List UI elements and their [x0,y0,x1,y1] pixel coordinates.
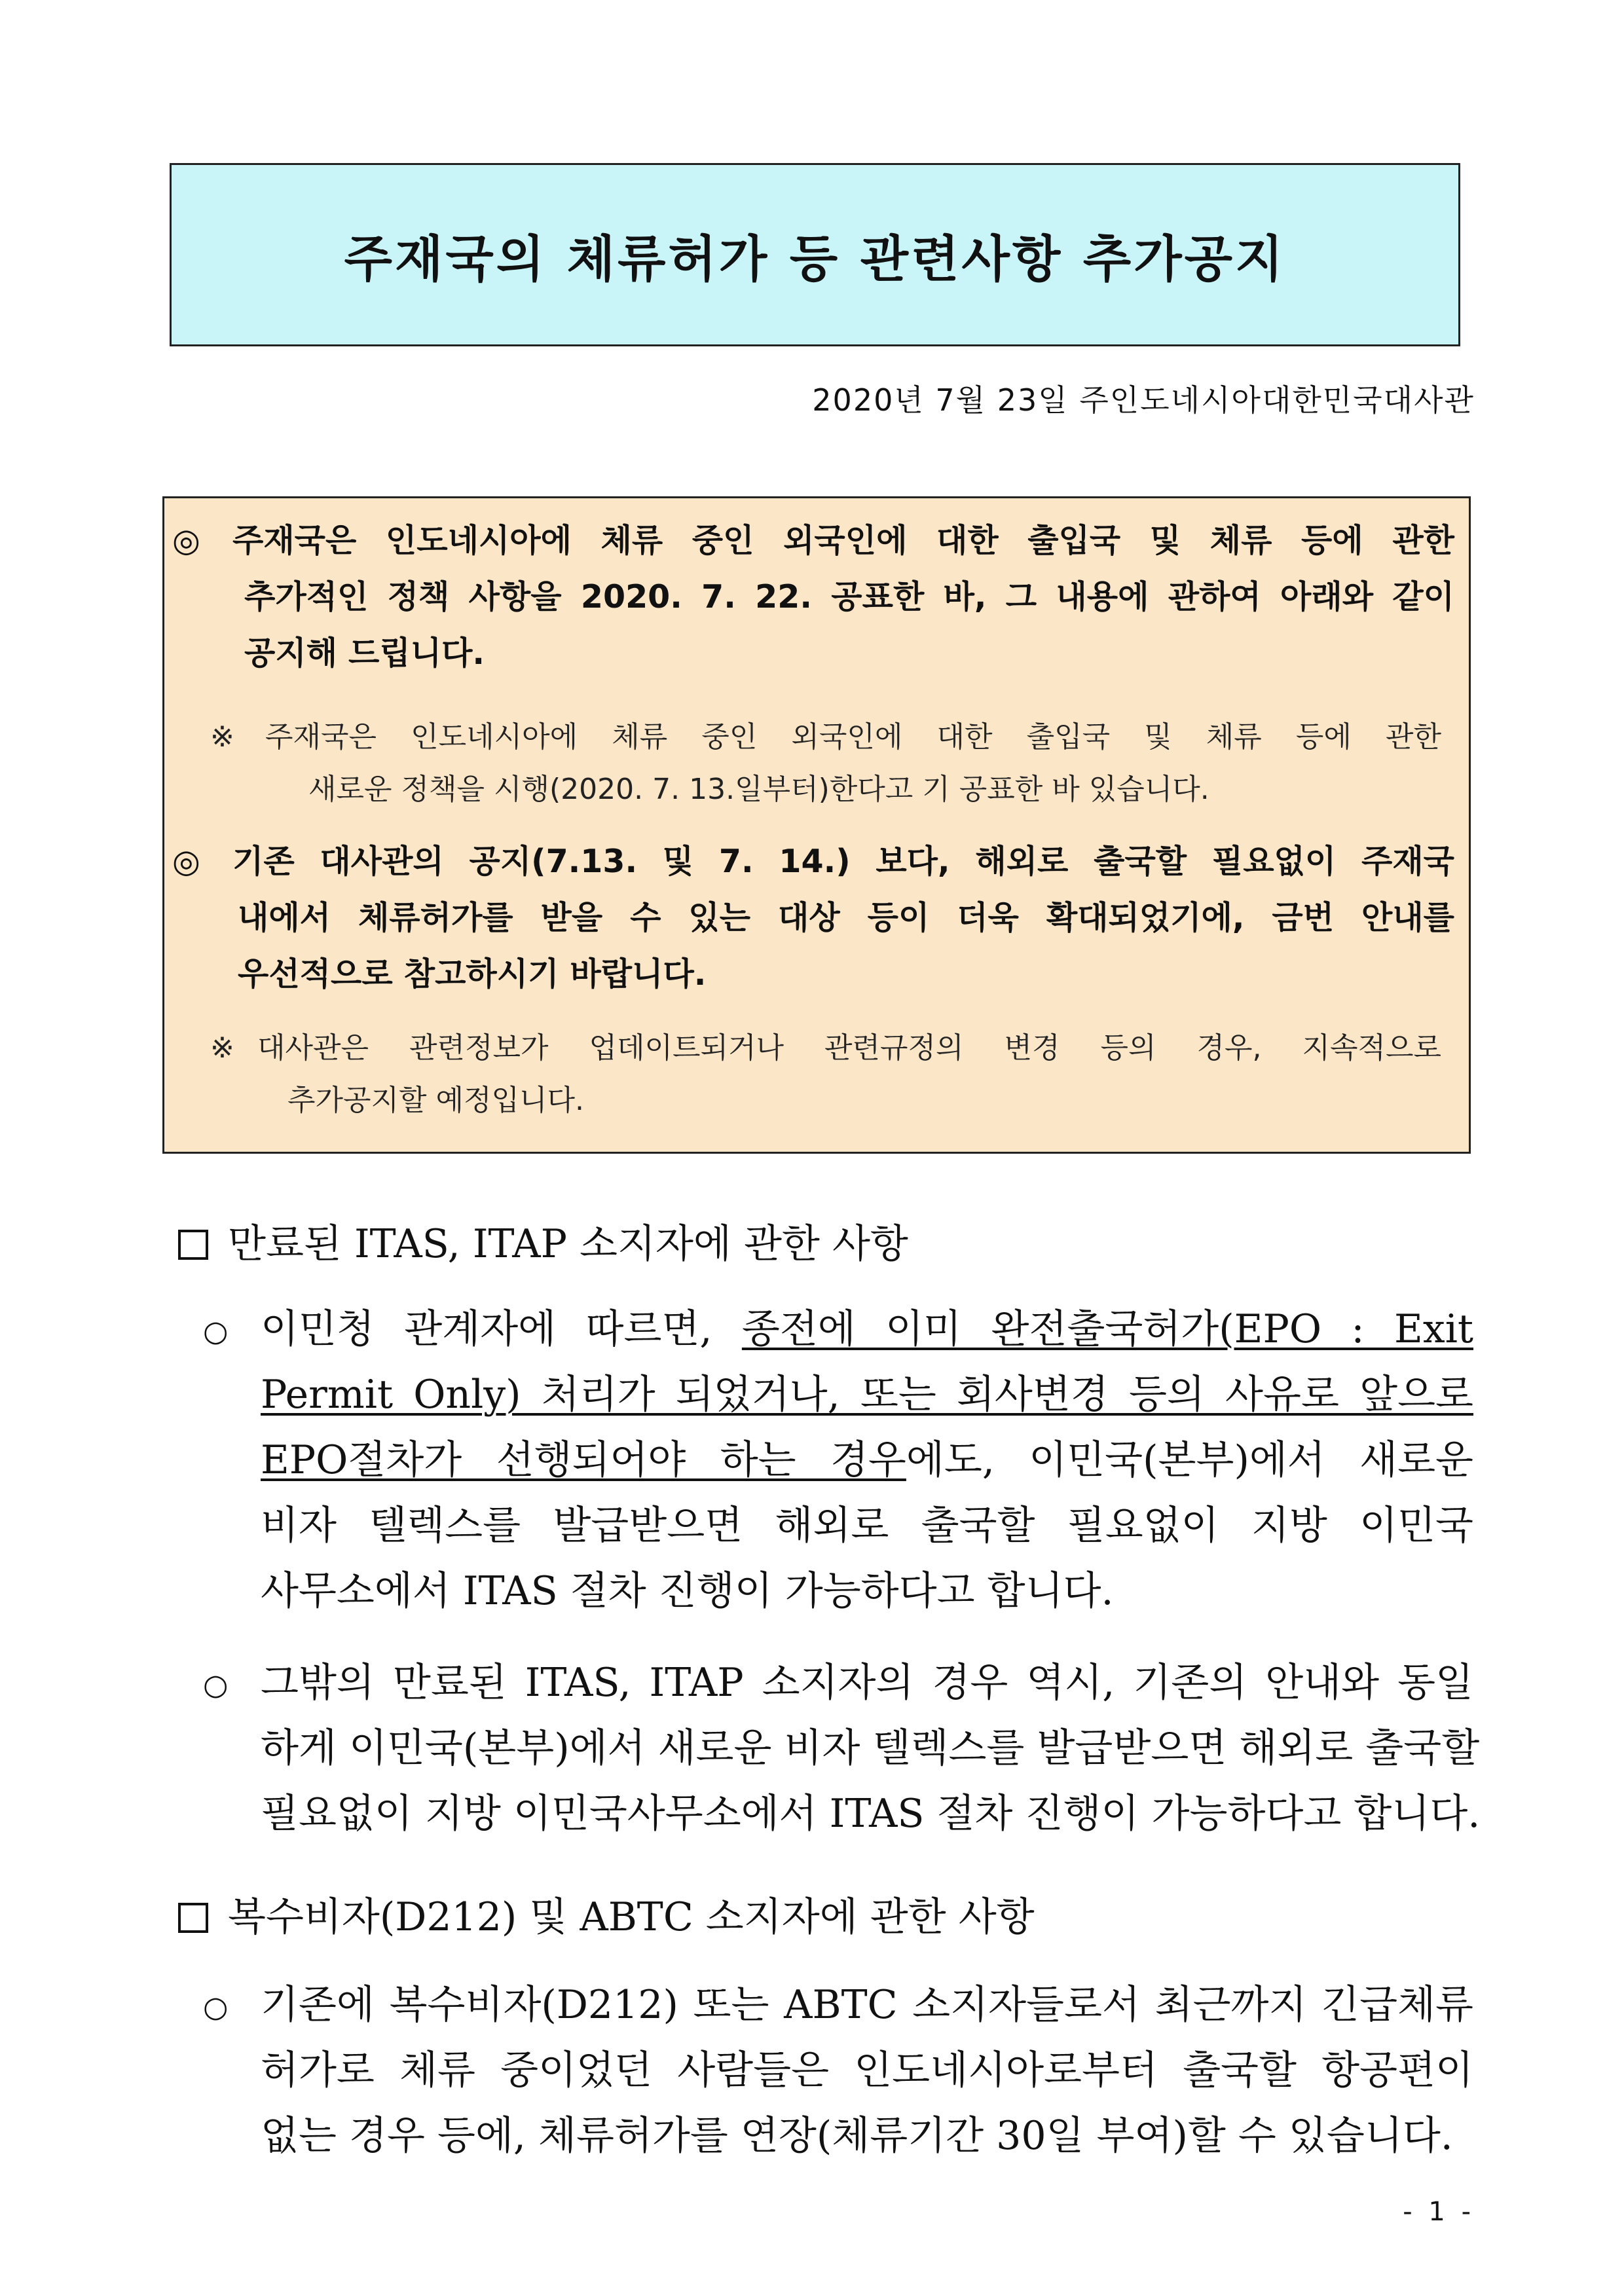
underlined-text: 종전에 이미 완전출국허가(EPO : Exit [741,1306,1473,1352]
notice-n1-line: 주재국은 인도네시아에 체류 중인 외국인에 대한 출입국 및 체류 등에 관한 [265,720,1441,754]
bullet-circle: ○ [203,1315,229,1348]
double-circle-mark: ◎ [172,522,200,559]
notice-n2-line: 추가공지할 예정입니다. [287,1084,585,1117]
dateline: 2020년 7월 23일 주인도네시아대한민국대사관 [812,382,1475,418]
underlined-text: Permit Only) 처리가 되었거나, 또는 회사변경 등의 사유로 앞으로 [261,1372,1473,1418]
bullet-line: 허가로 체류 중이었던 사람들은 인도네시아로부터 출국할 항공편이 [261,2047,1473,2093]
section-heading-text: 복수비자(D212) 및 ABTC 소지자에 관한 사항 [228,1894,1035,1940]
notice-paragraph-2 [172,834,1454,1002]
bullet-item [203,1650,1481,1846]
notice-p1-line: 공지해 드립니다. [244,634,485,672]
double-circle-mark: ◎ [172,843,200,880]
checkbox-square-icon [178,1903,208,1933]
bullet-line: 없는 경우 등에, 체류허가를 연장(체류기간 30일 부여)할 수 있습니다. [261,2113,1453,2159]
bullet-circle: ○ [203,1668,229,1702]
notice-n2-line: 대사관은 관련정보가 업데이트되거나 관련규정의 변경 등의 경우, 지속적으로 [257,1031,1441,1065]
bullet-text: 이민청 관계자에 따르면, [261,1306,742,1352]
notice-n1-line: 새로운 정책을 시행(2020. 7. 13.일부터)한다고 기 공표한 바 있습니다. [308,773,1209,806]
bullet-line: 필요없이 지방 이민국사무소에서 ITAS 절차 진행이 가능하다고 합니다. [261,1791,1481,1837]
notice-note-1 [210,711,1441,816]
notice-box [162,496,1471,1154]
notice-p2-line: 기존 대사관의 공지(7.13. 및 7. 14.) 보다, 해외로 출국할 필요없이 주재국 [232,843,1454,880]
bullet-line [261,1427,1473,1493]
page-title: 주재국의 체류허가 등 관련사항 추가공지 [344,229,1286,288]
bullet-item [203,1296,1473,1624]
title-box [170,163,1460,346]
reference-mark: ※ [210,720,234,754]
reference-mark: ※ [210,1031,234,1065]
bullet-text: 에도, 이민국(본부)에서 새로운 [906,1437,1473,1483]
checkbox-square-icon [178,1230,208,1260]
bullet-item [203,1972,1473,2169]
page-number: - 1 - [1403,2197,1475,2227]
section-heading [178,1213,908,1269]
notice-note-2 [210,1022,1441,1127]
underlined-text: EPO절차가 선행되어야 하는 경우 [261,1437,906,1483]
notice-p1-line: 추가적인 정책 사항을 2020. 7. 22. 공표한 바, 그 내용에 관하여 아래와 같이 [244,578,1454,615]
bullet-line: 기존에 복수비자(D212) 또는 ABTC 소지자들로서 최근까지 긴급체류 [261,1982,1473,2028]
bullet-line [261,1362,1473,1427]
bullet-circle: ○ [203,1991,229,2024]
notice-p1-line: 주재국은 인도네시아에 체류 중인 외국인에 대한 출입국 및 체류 등에 관한 [232,522,1454,559]
bullet-line: 그밖의 만료된 ITAS, ITAP 소지자의 경우 역시, 기존의 안내와 동일 [261,1660,1473,1706]
bullet-line: 비자 텔렉스를 발급받으면 해외로 출국할 필요없이 지방 이민국 [261,1503,1473,1549]
notice-paragraph-1 [172,513,1454,682]
bullet-line [261,1296,1473,1362]
section-heading [178,1886,1035,1942]
section-heading-text: 만료된 ITAS, ITAP 소지자에 관한 사항 [228,1221,908,1267]
bullet-line: 사무소에서 ITAS 절차 진행이 가능하다고 합니다. [261,1568,1114,1614]
notice-p2-line: 내에서 체류허가를 받을 수 있는 대상 등이 더욱 확대되었기에, 금번 안내를 [238,899,1454,936]
notice-p2-line: 우선적으로 참고하시기 바랍니다. [238,955,707,993]
bullet-line: 하게 이민국(본부)에서 새로운 비자 텔렉스를 발급받으면 해외로 출국할 [261,1725,1480,1771]
